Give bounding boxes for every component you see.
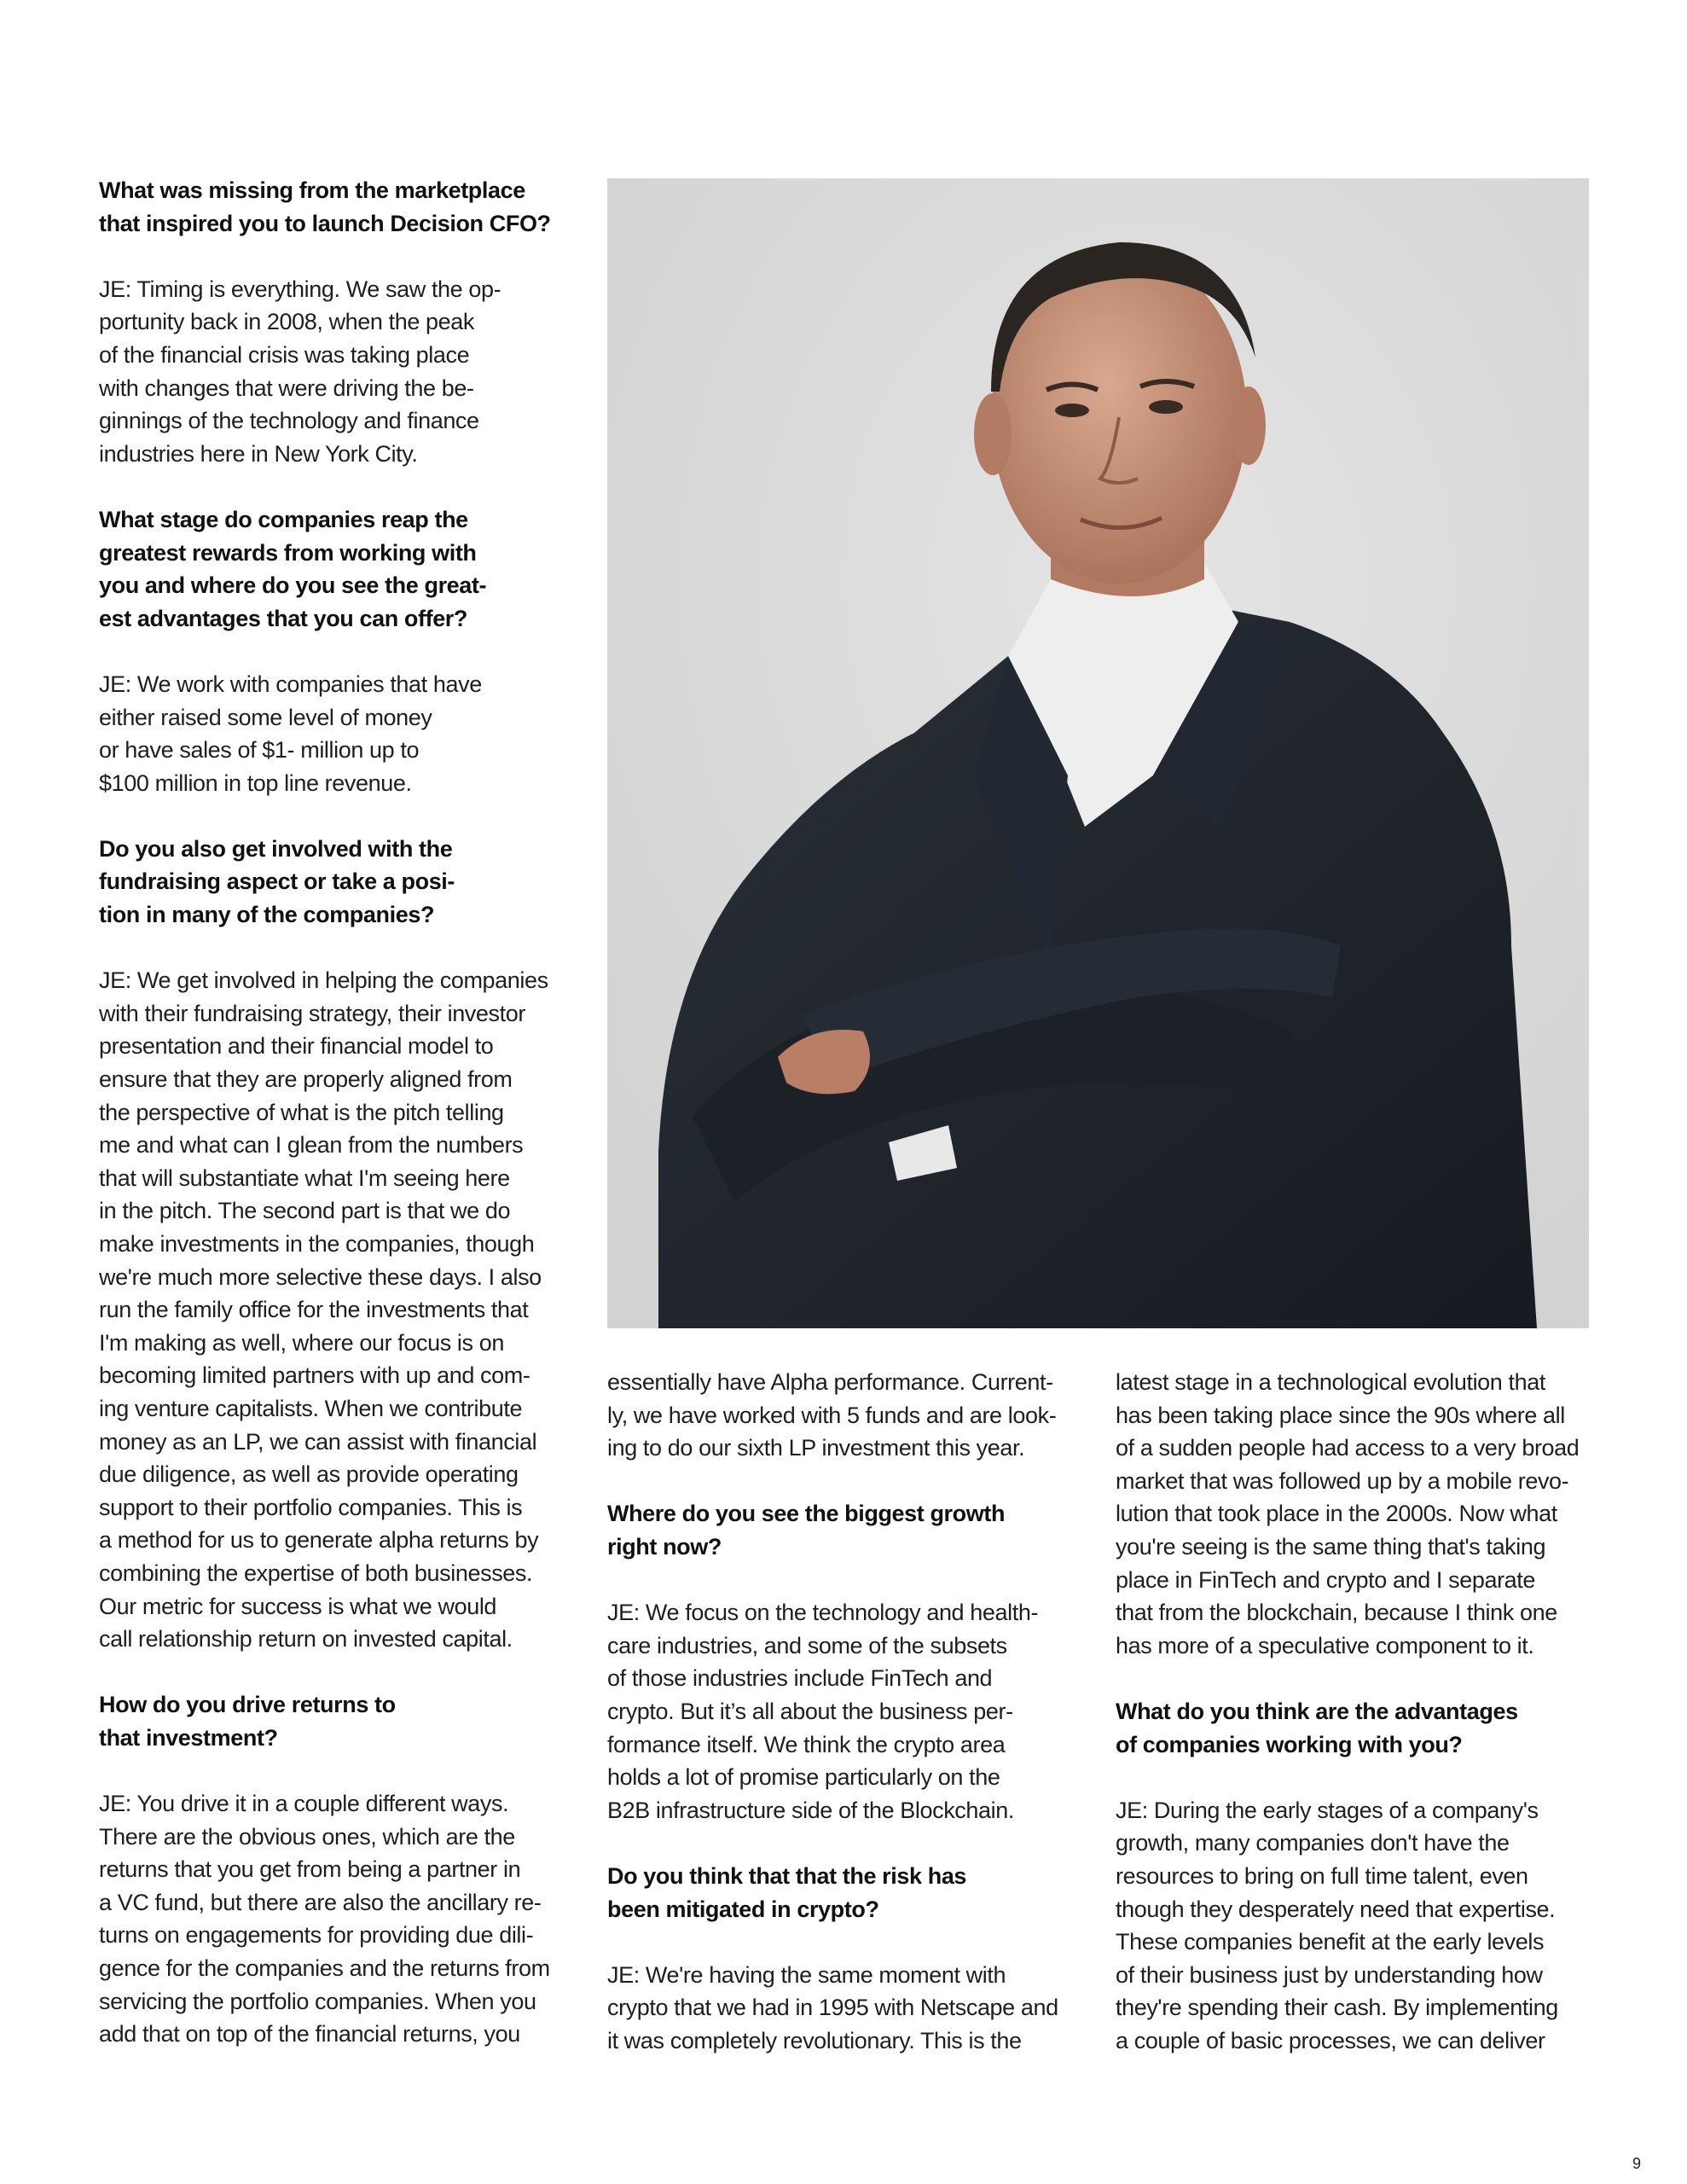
interview-question: What stage do companies reap the greatest rewards from working with you and where do you see the great- est advantages that you can offer? — [99, 506, 487, 631]
article-column-middle — [607, 1366, 1085, 2057]
interview-question: Do you think that that the risk has been mitigated in crypto? — [607, 1862, 967, 1922]
interview-question: Do you also get involved with the fundraising aspect or take a posi- tion in many of the companies? — [99, 835, 455, 928]
interview-answer: latest stage in a technological evolution that has been taking place since the 90s where all of a sudden people had access to a very broad market that was followed up by a mobile revo- lution that took place in the 2000s. Now what you're seeing is the same thing that's taking place in FinTech and crypto and I separate that from the blockchain, because I think one has more of a speculative component to it. — [1116, 1369, 1580, 1658]
interview-answer: JE: You drive it in a couple different ways. There are the obvious ones, which are the returns that you get from being a partner in a VC fund, but there are also the ancillary re- turns on engagements for providing due dili- gence for the companies and the returns from servicing the portfolio companies. When you add that on top of the financial returns, you — [99, 1791, 550, 2048]
portrait-illustration — [607, 178, 1589, 1328]
page-number: 9 — [1632, 2155, 1641, 2172]
interview-answer: JE: Timing is everything. We saw the op- portunity back in 2008, when the peak of the financial crisis was taking place with changes that were driving the be- ginnings of the technology and finance industries here in New York City. — [99, 276, 501, 467]
interview-answer: JE: During the early stages of a company's growth, many companies don't have the resources to bring on full time talent, even though they desperately need that expertise. These companies benefit at the early levels of their business just by understanding how they're spending their cash. By implementing a couple of basic processes, we can deliver — [1116, 1797, 1558, 2053]
interview-answer: JE: We work with companies that have either raised some level of money or have sales of $1- million up to $100 million in top line revenue. — [99, 671, 482, 796]
interview-answer: JE: We get involved in helping the companies with their fundraising strategy, their investor presentation and their financial model to ensure that they are properly aligned from the perspective of what is the pitch telling me and what can I glean from the numbers that will substantiate what I'm seeing here in the pitch. The second part is that we do make investments in the companies, though we're much more selective these days. I also run the family office for the investments that I'm making as well, where our focus is on becoming limited partners with up and com- ing venture capitalists. When we contribute money as an LP, we can assist with financial due diligence, as well as provide operating support to their portfolio companies. This is a method for us to generate alpha returns by combining the expertise of both businesses. Our metric for success is what we would call relationship return on invested capital. — [99, 967, 548, 1653]
article-column-left — [99, 174, 577, 2051]
interview-question: What do you think are the advantages of companies working with you? — [1116, 1698, 1518, 1757]
interview-question: How do you drive returns to that investment? — [99, 1692, 396, 1751]
article-column-right — [1116, 1366, 1602, 2057]
portrait-photo — [607, 178, 1589, 1328]
interview-question: Where do you see the biggest growth right now? — [607, 1501, 1006, 1560]
interview-answer: essentially have Alpha performance. Current- ly, we have worked with 5 funds and are look- ing to do our sixth LP investment this year. — [607, 1369, 1057, 1461]
interview-answer: JE: We're having the same moment with crypto that we had in 1995 with Netscape and it was completely revolutionary. This is the — [607, 1961, 1058, 2053]
interview-answer: JE: We focus on the technology and health- care industries, and some of the subsets of those industries include FinTech and crypto. But it’s all about the business per- formance itself. We think the crypto area holds a lot of promise particularly on the B2B infrastructure side of the Blockchain. — [607, 1600, 1039, 1823]
interview-question: What was missing from the marketplace that inspired you to launch Decision CFO? — [99, 177, 551, 236]
